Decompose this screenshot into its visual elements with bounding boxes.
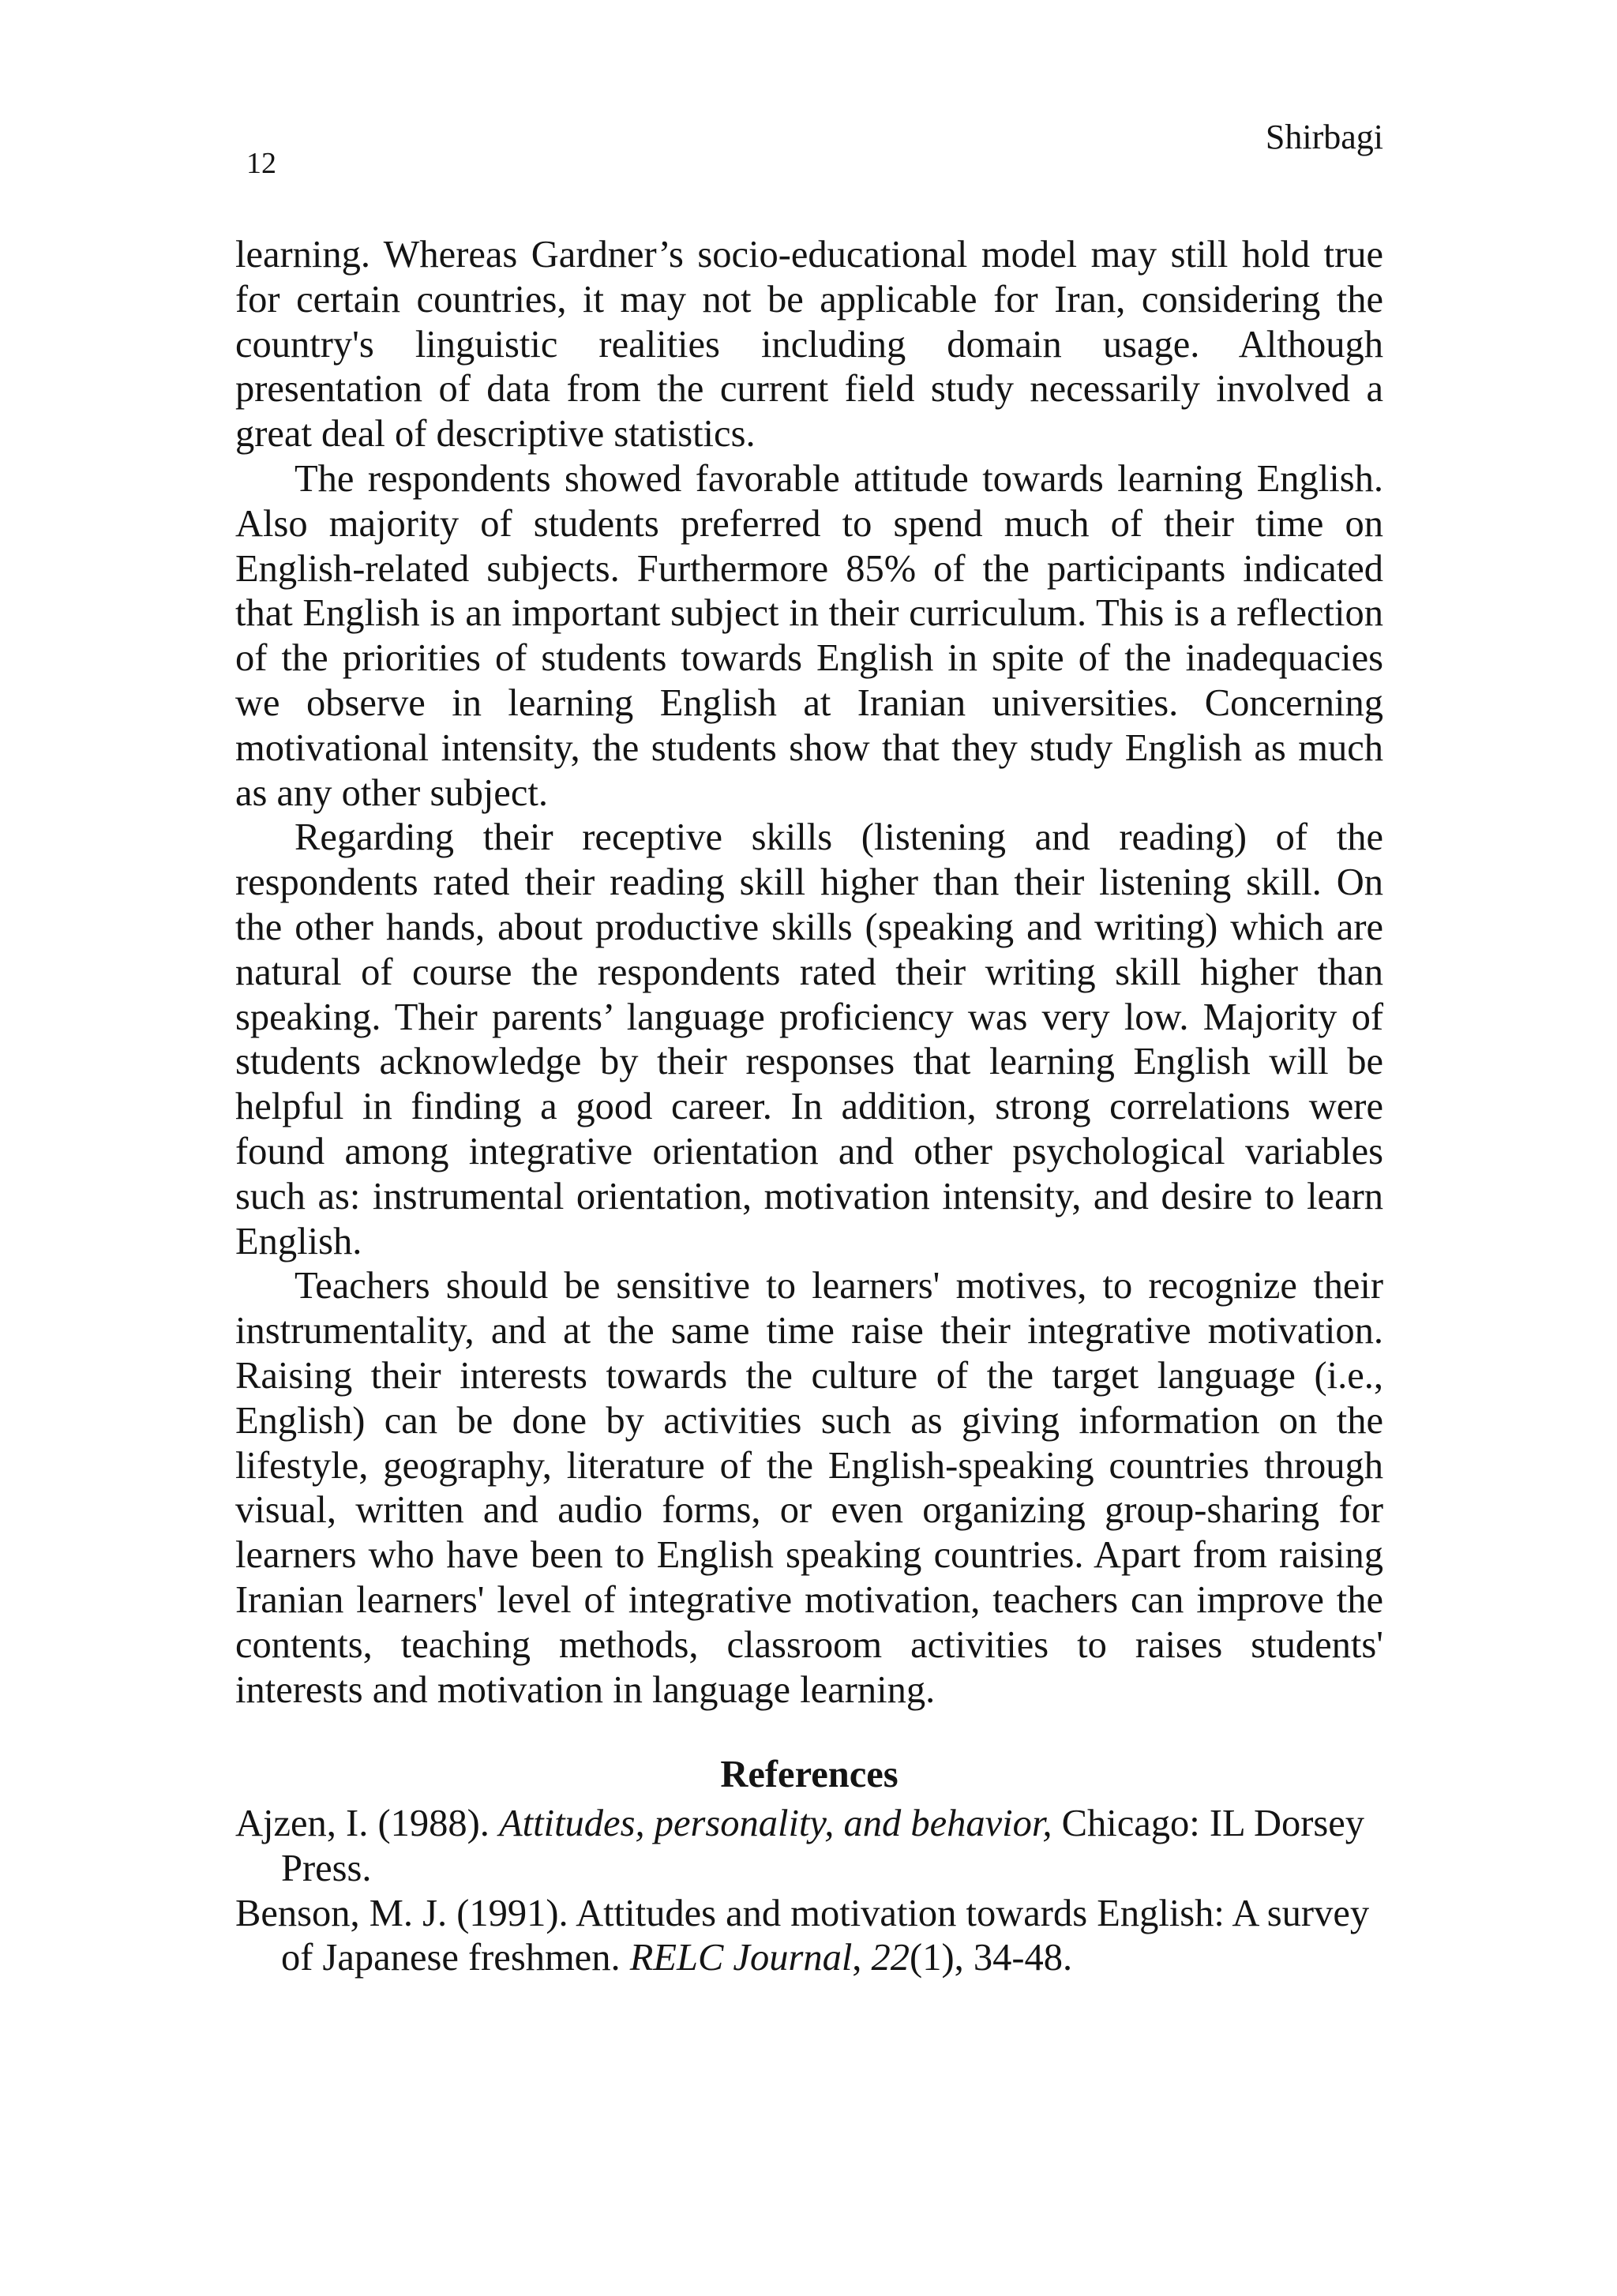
paragraph-continuation: learning. Whereas Gardner’s socio-educational model may still hold true for certain countries, it may not be applicable for Iran, considering the country's linguistic realities including domain usage. Although presentation of data from the current field study necessarily involved a great deal of descriptive statistics. <box>235 234 1383 456</box>
ref-author-year: Ajzen, I. (1988). <box>235 1803 490 1844</box>
page-number: 12 <box>246 147 276 180</box>
running-head-author: Shirbagi <box>1265 118 1383 156</box>
body-text <box>235 233 1383 1713</box>
ref-author-year: Benson, M. J. (1991). <box>235 1892 568 1934</box>
ref-separator: , <box>852 1937 862 1979</box>
ref-article-title: Attitudes and motivation towards English: A survey of Japanese freshmen. <box>281 1892 1370 1979</box>
paragraph-skills: Regarding their receptive skills (listening and reading) of the respondents rated their reading skill higher than their listening skill. On the other hands, about productive skills (speaking and writing) which are natural of course the respondents rated their writing skill higher than speaking. Their parents’ language proficiency was very low. Majority of students acknowledge by their responses that learning English will be helpful in finding a good career. In addition, strong correlations were found among integrative orientation and other psychological variables such as: instrumental orientation, motivation intensity, and desire to learn English. <box>235 816 1383 1262</box>
ref-publisher: Chicago: IL Dorsey Press. <box>281 1803 1365 1889</box>
references-heading: References <box>720 1754 899 1795</box>
reference-benson <box>235 1892 1383 1982</box>
ref-volume: 22 <box>871 1937 910 1979</box>
reference-ajzen <box>235 1802 1383 1892</box>
paragraph-attitude: The respondents showed favorable attitude towards learning English. Also majority of students preferred to spend much of their time on English-related subjects. Furthermore 85% of the participants indicated that English is an important subject in their curriculum. This is a reflection of the priorities of students towards English in spite of the inadequacies we observe in learning English at Iranian universities. Concerning motivational intensity, the students show that they study English as much as any other subject. <box>235 457 1383 814</box>
ref-book-title: Attitudes, personality, and behavior, <box>499 1803 1052 1844</box>
ref-journal-name: RELC Journal <box>629 1937 853 1979</box>
ref-issue-pages: (1), 34-48. <box>910 1937 1073 1979</box>
references-list <box>235 1802 1383 1981</box>
paragraph-teachers: Teachers should be sensitive to learners' motives, to recognize their instrumentality, and at the same time raise their integrative motivation. Raising their interests towards the culture of the target language (i.e., English) can be done by activities such as giving information on the lifestyle, geography, literature of the English-speaking countries through visual, written and audio forms, or even organizing group-sharing for learners who have been to English speaking countries. Apart from raising Iranian learners' level of integrative motivation, teachers can improve the contents, teaching methods, classroom activities to raises students' interests and motivation in language learning. <box>235 1265 1383 1711</box>
